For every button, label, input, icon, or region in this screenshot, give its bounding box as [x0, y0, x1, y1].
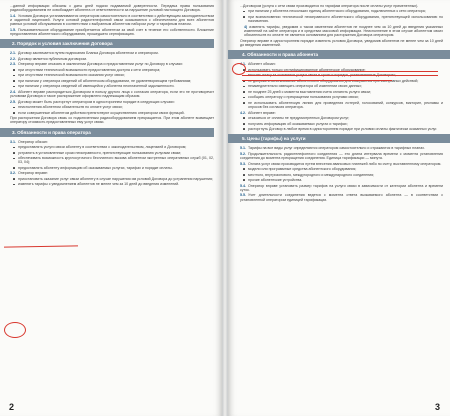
- list-item: расторгнуть Договор в любое время в одностороннем порядке при условии оплаты фактически оказанных услуг.: [240, 127, 443, 131]
- clause-2-3: 2.3. Оператор вправе отказать в заключении Договора и предоставлении услуг по Договору в случаях:: [10, 62, 184, 67]
- red-underline-section-3: [4, 245, 78, 247]
- list-item: использовать только сертифицированное абонентское оборудование;: [240, 68, 443, 72]
- list-item: устранять в установленные сроки неисправности, препятствующие пользованию услугами связи;: [10, 151, 214, 155]
- intro-paragraph: ...Договором (услуга с сети связи производится по тарифам оператора после оплаты услуг примененных).: [240, 4, 419, 8]
- section-header-3: 3. Обязанности и права оператора: [0, 128, 214, 137]
- list-item: при наличии у оператора сведений об имеющейся у абонента неоплаченной задолженности.: [10, 84, 214, 88]
- section-header-4: 4. Обязанности и права абонента: [228, 50, 450, 59]
- list-item: предоставлять услуги связи абоненту в соответствии с законодательством, лицензией и Договором;: [10, 145, 214, 149]
- list-item: при отсутствии технической возможности оказания услуг связи;: [10, 73, 214, 77]
- list-item: при возникновении технической неисправности абонентского оборудования, препятствующей использованию по назначению.: [240, 15, 443, 24]
- list-item: модели или программные средства абонентского оборудования;: [240, 167, 443, 171]
- clause-4-1: 4.1. Абонент обязан:: [240, 62, 276, 67]
- clause-2-5: 2.5. Договор может быть расторгнут оператором в одностороннем порядке в следующих случаях:: [10, 99, 175, 104]
- clause-2-4: 2.4. Абонент вправе распорядиться Договором в пользу другого лица с согласия оператора, если это не противоречит условиям Договора и такое распоряжение оформлено надлежащим образом.: [10, 89, 214, 99]
- paragraph-after-mark: Оператор вправе в одностороннем порядке изменить условия Договора, уведомив абонентов не менее чем за 10 дней до введения изменений.: [240, 38, 443, 48]
- page-number: 2: [9, 402, 15, 412]
- clause-5-5: 5.5. Учет длительности соединения ведется с момента ответа вызываемого абонента — в соответствии с установленной оператором единицей тарификации.: [240, 193, 443, 202]
- red-underline-tariffs-1: [246, 71, 438, 72]
- section-header-2: 2. Порядок и условия заключения Договора: [0, 39, 214, 48]
- right-page: [228, 0, 450, 416]
- section-header-5: 5. Цены (тарифы) на услуги: [228, 134, 450, 143]
- clause-1-4: 1.4. Условия Договора устанавливаются оператором самостоятельно в соответствии с действующим законодательством и заданной лицензией. Услуги сотовой радиотелефонной связи оказываются с обеспечением для всех абонентов равных условий обслуживания в соответствии с выбранным абонентом набором услуг и тарифным планом.: [10, 13, 214, 27]
- clause-2-1: 2.1. Договор заключается путем подписания Бланка Договора абонентом и оператором.: [10, 51, 159, 56]
- list-item: обеспечивать возможность круглосуточного бесплатного вызова абонентом экстренных оперативных служб (01, 02, 03, 04);: [10, 156, 214, 165]
- left-page: [0, 0, 222, 416]
- clause-2-2: 2.2. Договор является публичным договором.: [10, 56, 87, 61]
- intro-paragraph: ...данной информации обязаны с даты дней подачи подаваемой доверенности. Передача права пользования радиооборудованием не освобождает абонента от ответственности за нарушение условий настоящего Договора.: [10, 4, 214, 13]
- clause-5-4: 5.4. Оператор вправе установить размер тарифов на услуги связи в зависимости от категории абонента и времени суток.: [240, 183, 443, 192]
- clause-3-2: 3.2. Оператор вправе:: [10, 171, 48, 176]
- list-item: если совершенные абонентом действия препятствуют осуществлению оператором своих функций.: [10, 111, 214, 115]
- list-item: предоставлять абоненту информацию об оказываемых услугах, тарифах и порядке оплаты.: [10, 166, 214, 170]
- list-item: получать информацию об оказываемых услугах и тарифах;: [240, 122, 443, 126]
- termination-paragraph: При расторжении Договора связь со подключенным радиооборудованием прекращается. При этом абонент возмещает оператору стоимость предоставленных ему услуг связи.: [10, 116, 214, 125]
- list-item: не позднее 25 дней с момента выставления счета оплатить услуги связи;: [240, 90, 443, 94]
- red-circle-mark-4: [232, 63, 246, 75]
- left-page-content: [10, 4, 214, 188]
- clause-5-1: 5.1. Тарифы на все виды услуг определяются оператором самостоятельно и отражаются в тарифных планах.: [240, 146, 425, 151]
- list-item: изменять тарифы с уведомлением абонентов не менее чем за 10 дней до введения изменений.: [10, 182, 214, 186]
- clause-5-2: 5.2. Продолжительность радиотелефонного соединения — это длина интервала времени с момента установления соединения до момента прекращения соединения. Единица тарификации — минута.: [240, 151, 443, 161]
- list-item: не допускать использование абонентского оборудования для совершения противоправных действий;: [240, 79, 443, 83]
- list-item: при наличии у оператора сведений об абонентском оборудовании, не удовлетворяющем требованиям;: [10, 79, 214, 83]
- clause-4-2: 4.2. Абонент вправе:: [240, 110, 276, 115]
- list-item: при отсутствии технической возможности предоставления доступа к сети оператора;: [10, 68, 214, 72]
- list-item: не использовать абонентскую линию для проведения лотерей, голосований, конкурсов, викторин, рекламы и опросов без согласия оператора.: [240, 101, 443, 110]
- clause-1-5: 1.5. Пользовательское оборудование приобретается абонентом за свой счет в течение его собственности. Вложение предоставления абонентского оборудования, прошедшего сертификацию.: [10, 27, 214, 37]
- list-item: вносить плату за оказанные услуги связи в сроки и порядке, установленные Договором;: [240, 73, 443, 77]
- red-circle-mark-3-2: [4, 322, 26, 338]
- list-item: неисполнения абонентом обязательств по оплате услуг связи;: [10, 105, 214, 109]
- marked-clause-tariffs: 4) изменять тарифы, уведомив о таком изменении абонентов не позднее чем за 10 дней до введения указанных изменений на сайте оператора и в средствах массовой информации. Неисполнение в этом случае абонентом своих обязательств по оплате не является основанием для расторжения Договора оператором.: [244, 24, 443, 38]
- clause-3-1: 3.1. Оператор обязан:: [10, 139, 48, 144]
- list-item: отказаться от оплаты не предусмотренных Договором услуг;: [240, 116, 443, 120]
- list-item: прочие абонентские устройства.: [240, 178, 443, 182]
- red-underline-tariffs-3: [242, 80, 392, 81]
- list-item: приостановить оказание услуг связи абоненту в случае нарушения им условий Договора до устранения нарушения;: [10, 177, 214, 181]
- right-page-content: [240, 4, 443, 203]
- clause-5-3: 5.3. Оплата услуг связи производится путем внесения авансовых платежей либо по счету, выставленному оператором.: [240, 161, 442, 166]
- list-item: сообщать оператору о прекращении пользования услугами связи;: [240, 95, 443, 99]
- list-item: местного, внутризонового, междугородного и международного соединения;: [240, 173, 443, 177]
- list-item: незамедлительно извещать оператора об изменении своих данных;: [240, 84, 443, 88]
- red-underline-tariffs-2: [242, 75, 438, 76]
- list-item: при наличии у абонента нескольких единиц абонентского оборудования, подключенных к сети оператора;: [240, 9, 443, 13]
- page-number: 3: [434, 402, 440, 412]
